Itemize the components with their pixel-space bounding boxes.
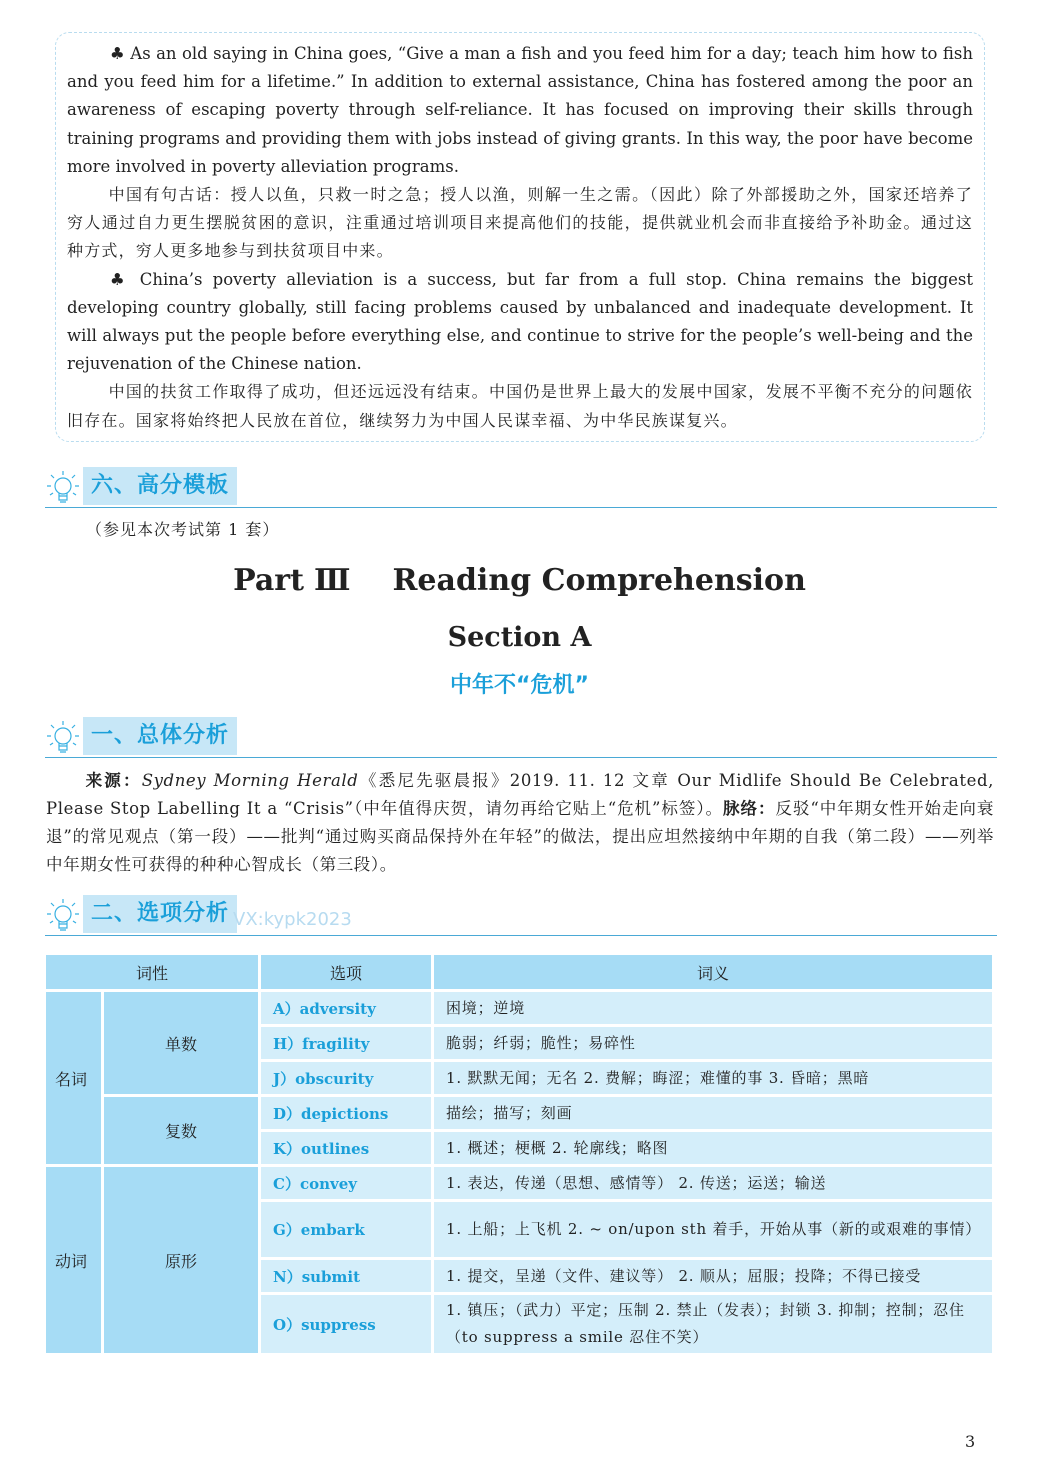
meaning-cell: 困境；逆境 bbox=[434, 992, 992, 1024]
meaning-cell: 脆弱；纤弱；脆性；易碎性 bbox=[434, 1027, 992, 1059]
watermark: VX:kypk2023 bbox=[233, 909, 352, 930]
meaning-cell: 描绘；描写；刻画 bbox=[434, 1097, 992, 1129]
passage-title: 中年不“危机” bbox=[450, 673, 589, 698]
option-cell: A）adversity bbox=[261, 992, 431, 1024]
lightbulb-icon bbox=[45, 719, 81, 757]
option-cell: J）obscurity bbox=[261, 1062, 431, 1094]
meaning-cell: 1. 上船；上飞机 2. ~ on/upon sth 着手，开始从事（新的或艰难的事情） bbox=[434, 1202, 992, 1257]
table-header-row bbox=[46, 955, 992, 989]
table-row bbox=[46, 1167, 992, 1199]
section-header-2 bbox=[45, 895, 997, 936]
option-cell: H）fragility bbox=[261, 1027, 431, 1059]
table-row bbox=[46, 992, 992, 1024]
pos-verb: 动词 bbox=[46, 1167, 101, 1353]
header-pos: 词性 bbox=[46, 955, 258, 989]
meaning-cell: 1. 默默无闻；无名 2. 费解；晦涩；难懂的事 3. 昏暗；黑暗 bbox=[434, 1062, 992, 1094]
part-title: Part Ⅲ Reading Comprehension bbox=[233, 563, 806, 598]
lightbulb-icon bbox=[45, 897, 81, 935]
meaning-cell: 1. 概述；梗概 2. 轮廓线；略图 bbox=[434, 1132, 992, 1164]
option-cell: G）embark bbox=[261, 1202, 431, 1257]
paragraph-en-1: ♣ As an old saying in China goes, “Give a man a fish and you feed him for a day; teach him how to fish and you feed him for a lifetime.” In addition to external assistance, China has fostered among the poor an awareness of escaping poverty through self-reliance. It has focused on improving their skills through training programs and providing them with jobs instead of giving grants. In this way, the poor have become more involved in poverty alleviation programs. bbox=[67, 44, 973, 176]
paragraph-zh-2: 中国的扶贫工作取得了成功，但还远远没有结束。中国仍是世界上最大的发展中国家，发展不平衡不充分的问题依旧存在。国家将始终把人民放在首位，继续努力为中国人民谋幸福、为中华民族谋复兴。 bbox=[67, 382, 973, 430]
reference-note: （参见本次考试第 1 套） bbox=[86, 520, 280, 539]
lightbulb-icon bbox=[45, 469, 81, 507]
section-header-1 bbox=[45, 717, 997, 758]
option-cell: N）submit bbox=[261, 1260, 431, 1292]
option-cell: C）convey bbox=[261, 1167, 431, 1199]
club-icon: ♣ bbox=[109, 44, 125, 63]
page-number: 3 bbox=[965, 1432, 976, 1451]
intro-box bbox=[67, 40, 973, 435]
section-header-6 bbox=[45, 467, 997, 508]
source-paragraph: 来源：Sydney Morning Herald《悉尼先驱晨报》2019. 11. 12 文章 Our Midlife Should Be Celebrated, Please Stop Labelling It a “Crisis”（中年值得庆贺，请勿再给它贴上“危机”标签）。脉络：反驳“中年期女性开始走向衰退”的常见观点（第一段）——批判“通过购买商品保持外在年轻”的做法，提出应坦然接纳中年期的自我（第二段）——列举中年期女性可获得的种种心智成长（第三段）。 bbox=[46, 771, 994, 874]
sub-singular: 单数 bbox=[104, 992, 258, 1094]
vocabulary-table bbox=[43, 952, 995, 1356]
pos-noun: 名词 bbox=[46, 992, 101, 1164]
option-cell: D）depictions bbox=[261, 1097, 431, 1129]
club-icon: ♣ bbox=[109, 269, 130, 289]
table-row bbox=[46, 1097, 992, 1129]
sub-plural: 复数 bbox=[104, 1097, 258, 1164]
section-title: 六、高分模板 bbox=[83, 467, 237, 505]
option-cell: K）outlines bbox=[261, 1132, 431, 1164]
section-a-title: Section A bbox=[447, 622, 592, 653]
meaning-cell: 1. 镇压；（武力）平定；压制 2. 禁止（发表）；封锁 3. 抑制；控制；忍住（to suppress a smile 忍住不笑） bbox=[434, 1295, 992, 1353]
section-title: 一、总体分析 bbox=[83, 717, 237, 755]
meaning-cell: 1. 提交，呈递（文件、建议等） 2. 顺从；屈服；投降；不得已接受 bbox=[434, 1260, 992, 1292]
option-cell: O）suppress bbox=[261, 1295, 431, 1353]
header-meaning: 词义 bbox=[434, 955, 992, 989]
section-title: 二、选项分析 bbox=[83, 895, 237, 933]
sub-base: 原形 bbox=[104, 1167, 258, 1353]
paragraph-en-2: ♣ China’s poverty alleviation is a success, but far from a full stop. China remains the biggest developing country globally, still facing problems caused by unbalanced and inadequate development. It will always put the people before everything else, and continue to strive for the people’s well-being and the rejuvenation of the Chinese nation. bbox=[67, 269, 974, 374]
paragraph-zh-1: 中国有句古话：授人以鱼，只救一时之急；授人以渔，则解一生之需。（因此）除了外部援助之外，国家还培养了穷人通过自力更生摆脱贫困的意识，注重通过培训项目来提高他们的技能，提供就业机会而非直接给予补助金。通过这种方式，穷人更多地参与到扶贫项目中来。 bbox=[67, 185, 973, 261]
meaning-cell: 1. 表达，传递（思想、感情等） 2. 传送；运送；输送 bbox=[434, 1167, 992, 1199]
header-option: 选项 bbox=[261, 955, 431, 989]
